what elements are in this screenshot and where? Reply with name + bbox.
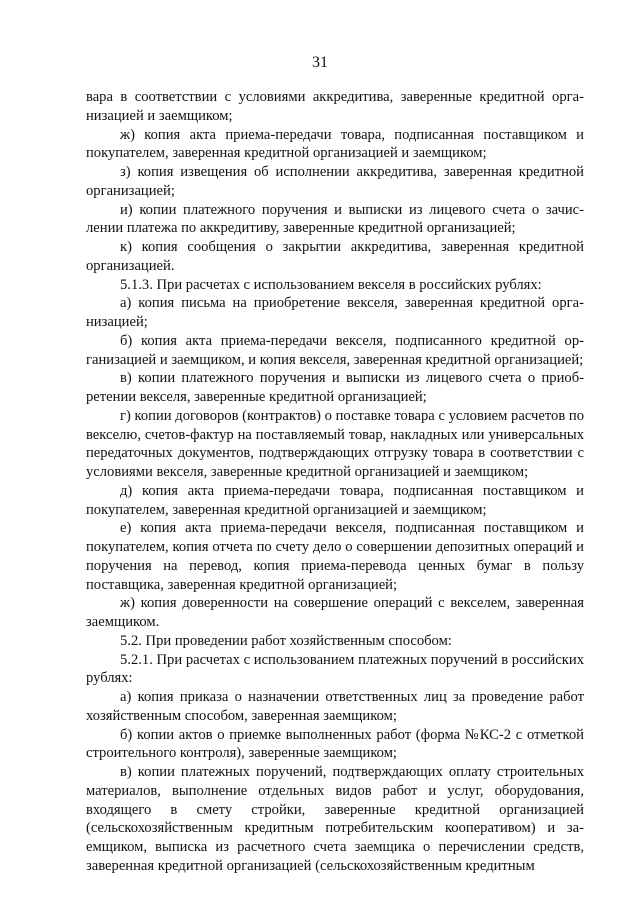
paragraph: 5.1.3. При расчетах с использованием векселя в российских рублях: <box>120 276 542 293</box>
paragraph: б) копия акта приема-передачи векселя, подписанного кредитной организацией и заемщиком, и копия векселя, заверенная кредитной организацией; <box>86 332 584 368</box>
document-body <box>86 88 584 876</box>
paragraph: 5.2. При проведении работ хозяйственным способом: <box>120 632 452 649</box>
paragraph: б) копии актов о приемке выполненных работ (форма №КС-2 с отметкой строительного контроля), заверенные заемщиком; <box>86 726 584 762</box>
paragraph: д) копия акта приема-передачи товара, подписанная поставщиком и покупателем, заверенная кредитной организацией и заемщиком; <box>86 482 584 518</box>
paragraph: 5.2.1. При расчетах с использованием платежных поручений в российских рублях: <box>86 651 584 687</box>
paragraph: ж) копия акта приема-передачи товара, подписанная поставщиком и покупателем, заверенная кредитной организацией и заемщиком; <box>86 126 584 162</box>
paragraph: к) копия сообщения о закрытии аккредитива, заверенная кредитной организацией. <box>86 239 584 274</box>
paragraph: з) копия извещения об исполнении аккредитива, заверенная кредитной организацией; <box>86 164 584 199</box>
paragraph: в) копии платежного поручения и выписки из лицевого счета о приобретении векселя, заверенные кредитной организацией; <box>86 370 584 405</box>
paragraph: а) копия приказа о назначении ответственных лиц за проведение работ хозяйственным способом, заверенная заемщиком; <box>86 689 584 724</box>
page-number: 31 <box>312 54 328 71</box>
paragraph: г) копии договоров (контрактов) о поставке товара с условием расчетов по векселю, счетов-фактур на поставляемый товар, накладных или универсальных передаточных документов, подтверждающих отгрузку товара в соответствии с условиями векселя, заверенные кредитной организацией и заемщиком; <box>86 407 584 480</box>
paragraph: а) копия письма на приобретение векселя, заверенная кредитной организацией; <box>86 295 584 330</box>
paragraph: е) копия акта приема-передачи векселя, подписанная поставщиком и покупателем, копия отчета по счету дело о совершении депозитных операций и поручения на перевод, копия приема-перевода ценных бумаг в пользу поставщика, заверенная кредитной организацией; <box>86 520 584 593</box>
paragraph: ж) копия доверенности на совершение операций с векселем, заверенная заемщиком. <box>86 595 584 630</box>
paragraph: вара в соответствии с условиями аккредитива, заверенные кредитной организацией и заемщиком; <box>86 89 584 124</box>
paragraph: и) копии платежного поручения и выписки из лицевого счета о зачислении платежа по аккредитиву, заверенные кредитной организацией; <box>86 201 584 237</box>
paragraph: в) копии платежных поручений, подтверждающих оплату строительных материалов, выполнение отдельных видов работ и услуг, оборудования, входящего в смету стройки, заверенные кредитной организацией (сельскохозяйственным кредитным потребительским кооперативом) и заемщиком, выписка из расчетного счета заемщика о перечислении средств, заверенная кредитной организацией (сельскохозяйственным кредитным <box>86 764 584 874</box>
